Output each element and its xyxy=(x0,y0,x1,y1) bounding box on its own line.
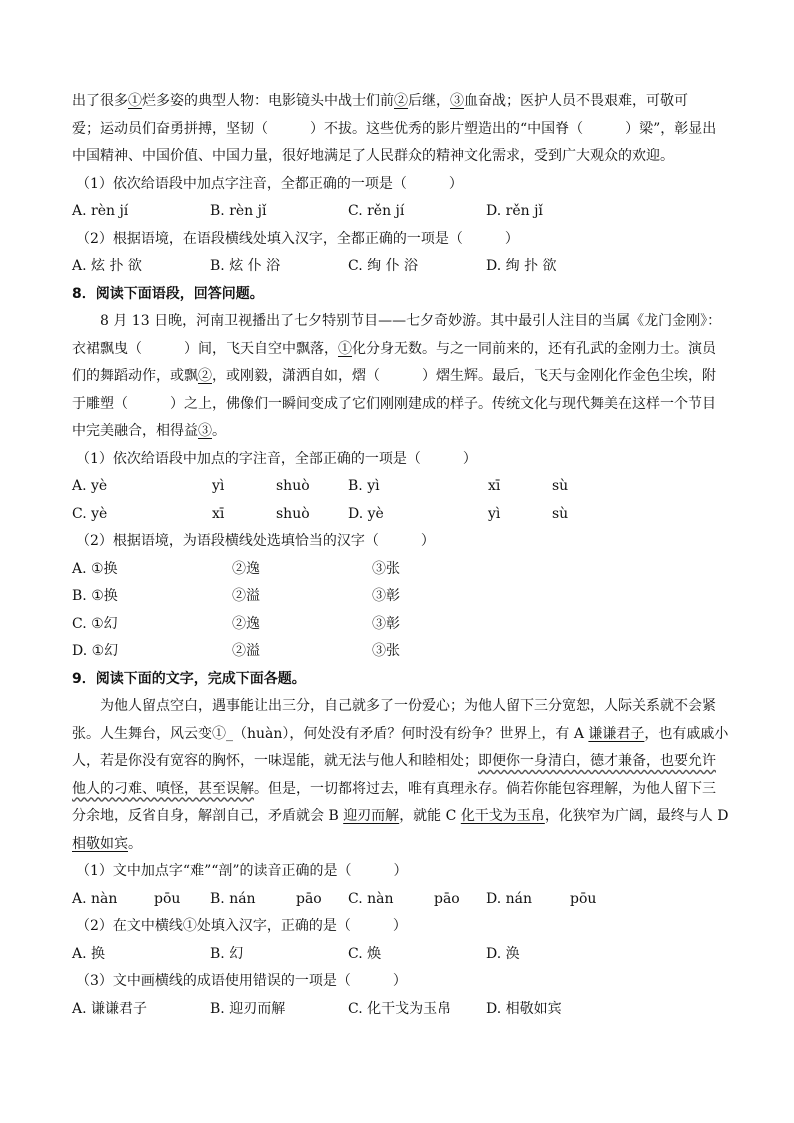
option-part: ②溢 xyxy=(232,588,260,604)
text: 中完美融合，相得益 xyxy=(72,423,198,439)
idiom-c: 化干戈为玉帛 xyxy=(460,808,545,824)
text: 们的舞蹈动作，或飘 xyxy=(72,368,198,384)
blank-3: ③ xyxy=(198,423,212,439)
option-part: ②溢 xyxy=(232,643,260,659)
options-row[interactable] xyxy=(72,886,722,914)
text: 烂多姿的典型人物：电影镜头中战士们前 xyxy=(142,93,394,109)
passage-line xyxy=(72,418,722,446)
option-d[interactable]: D. rěn jǐ xyxy=(486,203,543,219)
document-page xyxy=(72,88,729,1023)
option-b[interactable]: B. rèn jǐ xyxy=(210,203,267,219)
passage-line: 于雕塑（ ）之上，佛像们一瞬间变成了它们刚刚建成的样子。传统文化与现代舞美在这样一个节目 xyxy=(72,395,716,412)
option-c[interactable]: C. rěn jí xyxy=(348,203,405,219)
idiom-d: 相敬如宾 xyxy=(72,835,128,852)
option-d-label: D. yè xyxy=(348,505,384,522)
question-1: （1）文中加点字“难”“剖”的读音正确的是（ ） xyxy=(76,863,408,879)
option-c-2: xī xyxy=(212,505,225,522)
option-d-2: pōu xyxy=(570,890,597,907)
options-row xyxy=(72,941,722,969)
option-b[interactable]: B. 炫 仆 浴 xyxy=(210,258,281,274)
option-d[interactable]: D. 涣 xyxy=(486,945,520,962)
text: 衣裙飘曳（ ）间，飞天自空中飘落， xyxy=(72,340,338,357)
option-part: ③张 xyxy=(372,560,400,577)
wavy-underlined-text: 他人的刁难、嗔怪，甚至误解 xyxy=(72,780,254,797)
option-c[interactable]: C. 焕 xyxy=(348,945,382,962)
option-part: C. ①幻 xyxy=(72,615,118,632)
option-d-3: sù xyxy=(552,505,569,522)
option-c[interactable]: C. 化干戈为玉帛 xyxy=(348,1000,452,1017)
option-a-2: yì xyxy=(212,478,225,494)
question-2: （2）根据语境，为语段横线处选填恰当的汉字（ ） xyxy=(76,533,435,549)
option-b: B. nán xyxy=(210,890,256,907)
option-part: ③张 xyxy=(372,643,400,659)
text: ，也有戚戚小 xyxy=(644,725,729,742)
option-a-label: A. yè xyxy=(72,478,108,494)
passage-line xyxy=(72,363,722,391)
option-c[interactable]: C. 绚 仆 浴 xyxy=(348,258,419,274)
text: ，就能 C xyxy=(399,808,461,824)
option-b[interactable]: B. 迎刃而解 xyxy=(210,1000,286,1017)
text: 血奋战；医护人员不畏艰难，可敬可 xyxy=(464,93,688,109)
option-part: ③彰 xyxy=(372,615,400,632)
passage-line xyxy=(72,88,722,116)
question-3: （3）文中画横线的成语使用错误的一项是（ ） xyxy=(76,973,407,989)
option-b-3: sù xyxy=(552,478,569,494)
option-part: A. ①换 xyxy=(72,560,118,577)
passage-line xyxy=(72,776,722,804)
option-part: ②逸 xyxy=(232,560,260,577)
question-2: （2）根据语境，在语段横线处填入汉字，全都正确的一项是（ ） xyxy=(76,230,519,247)
passage-line xyxy=(72,336,722,364)
option-part: B. ①换 xyxy=(72,588,118,604)
blank-2: ② xyxy=(198,368,212,384)
option-b-2: xī xyxy=(488,478,501,494)
option-part: ③彰 xyxy=(372,588,400,604)
passage-line xyxy=(72,748,722,776)
option-b[interactable]: B. 幻 xyxy=(210,945,244,962)
question-1: （1）依次给语段中加点字注音，全都正确的一项是（ ） xyxy=(76,175,463,192)
text: 出了很多 xyxy=(72,93,128,109)
text: 后继， xyxy=(408,93,450,109)
wavy-underlined-text: 即便你一身清白，德才兼备，也要允许 xyxy=(478,753,716,769)
options-row xyxy=(72,996,722,1024)
text: ，或刚毅，潇洒自如，熠（ ）熠生辉。最后，飞天与金刚化作金色尘埃，附 xyxy=(212,368,716,384)
passage-line: 爱；运动员们奋勇拼搏，坚韧（ ）不拔。这些优秀的影片塑造出的“中国脊（ ）梁”，彰显出 xyxy=(72,120,717,137)
option-b-2: pāo xyxy=(296,890,322,907)
option-a: A. nàn xyxy=(72,890,118,907)
text: ，化狭窄为广阔，最终与人 D xyxy=(544,808,729,824)
passage-line xyxy=(72,803,729,831)
option-d[interactable]: D. 相敬如宾 xyxy=(486,1000,562,1017)
option-c[interactable] xyxy=(72,611,722,639)
text: 人，若是你没有宽容的胸怀，一味逞能，就无法与他人和睦相处； xyxy=(72,753,478,769)
option-a[interactable]: A. rèn jí xyxy=(72,203,129,219)
option-a-2: pōu xyxy=(154,890,181,907)
option-a[interactable]: A. 谦谦君子 xyxy=(72,1000,148,1017)
passage-line: 8 月 13 日晚，河南卫视播出了七夕特别节目——七夕奇妙游。其中最引人注目的当属《龙门金刚》： xyxy=(100,313,722,329)
passage-line: 为他人留点空白，遇事能让出三分，自己就多了一份爱心；为他人留下三分宽恕，人际关系就不会紧 xyxy=(100,698,716,714)
text: 分余地，反省自身，解剖自己，矛盾就会 B xyxy=(72,808,344,824)
option-a[interactable]: A. 换 xyxy=(72,945,106,962)
option-c: C. nàn xyxy=(348,890,394,907)
section-8-heading: 8．阅读下面语段，回答问题。 xyxy=(72,285,264,302)
option-c-label: C. yè xyxy=(72,505,108,522)
blank-1: ① xyxy=(128,93,142,109)
option-part: D. ①幻 xyxy=(72,643,119,659)
text: 化分身无数。与之一同前来的，还有孔武的金刚力士。演员 xyxy=(352,340,716,357)
option-d[interactable]: D. 绚 扑 欲 xyxy=(486,258,557,274)
text: 张。人生舞台，风云变①_（huàn），何处没有矛盾？何时没有纷争？世界上，有 A xyxy=(72,725,589,742)
blank-3: ③ xyxy=(450,93,464,109)
question-2: （2）在文中横线①处填入汉字，正确的是（ ） xyxy=(76,918,407,934)
option-c-3: shuò xyxy=(276,505,310,522)
option-d: D. nán xyxy=(486,890,533,907)
option-a[interactable]: A. 炫 扑 欲 xyxy=(72,258,142,274)
idiom-b: 迎刃而解 xyxy=(343,808,400,824)
options-row[interactable] xyxy=(72,473,722,501)
option-b-label: B. yì xyxy=(348,478,380,494)
section-9-heading: 9．阅读下面的文字，完成下面各题。 xyxy=(72,670,306,687)
question-1: （1）依次给语段中加点的字注音，全部正确的一项是（ ） xyxy=(76,450,477,467)
text: 。 xyxy=(128,835,142,852)
option-a-3: shuò xyxy=(276,478,310,494)
blank-1: ① xyxy=(338,340,352,357)
option-b[interactable] xyxy=(72,583,722,611)
passage-line xyxy=(72,831,722,859)
text: 。 xyxy=(212,423,226,439)
options-row xyxy=(72,253,722,281)
option-d[interactable] xyxy=(72,638,722,666)
passage-line: 中国精神、中国价值、中国力量，很好地满足了人民群众的精神文化需求，受到广大观众的欢迎。 xyxy=(72,148,674,164)
idiom-a: 谦谦君子 xyxy=(588,725,645,742)
blank-2: ② xyxy=(394,93,408,109)
option-c-2: pāo xyxy=(434,890,460,907)
text: 。但是，一切都将过去，唯有真理永存。倘若你能包容理解，为他人留下三 xyxy=(254,780,716,797)
option-a[interactable] xyxy=(72,556,722,584)
options-row[interactable] xyxy=(72,501,722,529)
options-row xyxy=(72,198,722,226)
passage-line xyxy=(72,721,729,749)
option-part: ②逸 xyxy=(232,615,260,632)
option-d-2: yì xyxy=(488,505,501,522)
